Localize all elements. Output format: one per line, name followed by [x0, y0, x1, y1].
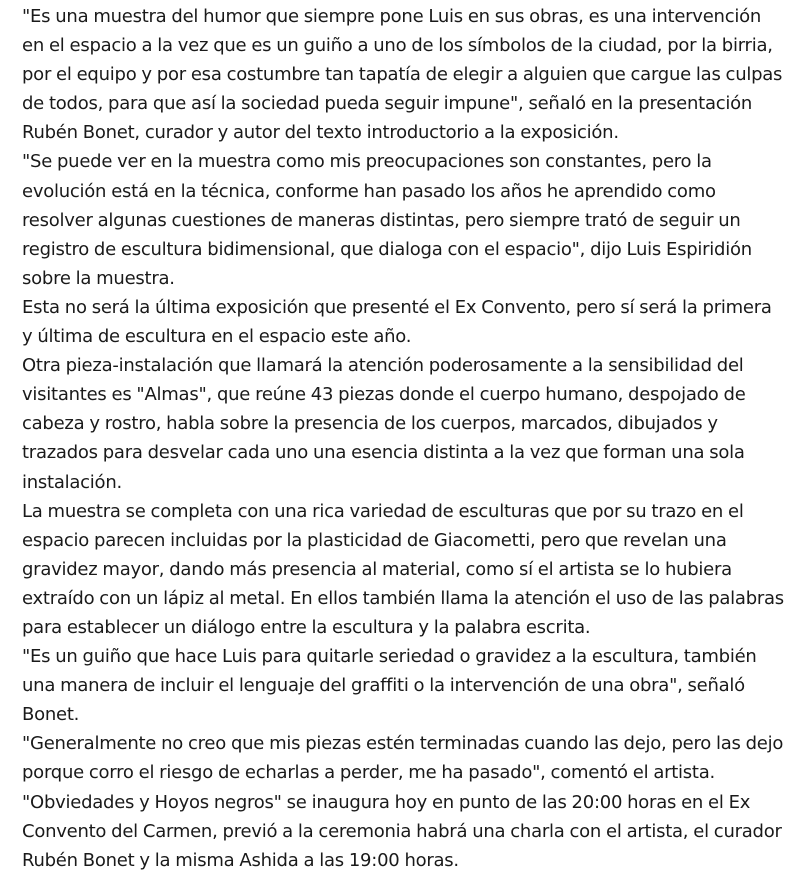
paragraph-artist-quote: "Se puede ver en la muestra como mis preocupaciones son constantes, pero la evolución está en la técnica, conforme han pasado los años he aprendido como resolver algunas cuestiones de maneras distintas, pero siempre trató de seguir un registro de escultura bidimensional, que dialoga con el espacio", dijo Luis Espiridión sobre la muestra. — [22, 151, 752, 289]
paragraph-bonet-quote: "Es una muestra del humor que siempre pone Luis en sus obras, es una intervención en el espacio a la vez que es un guiño a uno de los símbolos de la ciudad, por la birria, por el equipo y por esa costumbre tan tapatía de elegir a alguien que cargue las culpas de todos, para que así la sociedad pueda seguir impune", señaló en la presentación Rubén Bonet, curador y autor del texto introductorio a la exposición. — [22, 6, 783, 144]
paragraph-sculpture-variety: La muestra se completa con una rica variedad de esculturas que por su trazo en el espacio parecen incluidas por la plasticidad de Giacometti, pero que revelan una gravidez mayor, dando más presencia al material, como sí el artista se lo hubiera extraído con un lápiz al metal. En ellos también llama la atención el uso de las palabras para establecer un diálogo entre la escultura y la palabra escrita. — [22, 500, 784, 638]
paragraph-artist-comment: "Generalmente no creo que mis piezas estén terminadas cuando las dejo, pero las dejo porque corro el riesgo de echarlas a perder, me ha pasado", comentó el artista. — [22, 733, 784, 784]
paragraph-almas-installation: Otra pieza-instalación que llamará la atención poderosamente a la sensibilidad del visitantes es "Almas", que reúne 43 piezas donde el cuerpo humano, despojado de cabeza y rostro, habla sobre la presencia de los cuerpos, marcados, dibujados y trazados para desvelar cada uno una esencia distinta a la vez que forman una sola instalación. — [22, 355, 746, 493]
paragraph-inauguration: "Obviedades y Hoyos negros" se inaugura hoy en punto de las 20:00 horas en el Ex Convento del Carmen, previó a la ceremonia habrá una charla con el artista, el curador Rubén Bonet y la misma Ashida a las 19:00 horas. — [22, 791, 782, 871]
paragraph-last-exhibition: Esta no será la última exposición que presenté el Ex Convento, pero sí será la primera y última de escultura en el espacio este año. — [22, 296, 772, 348]
paragraph-bonet-graffiti: "Es un guiño que hace Luis para quitarle seriedad o gravidez a la escultura, también una manera de incluir el lenguaje del graffiti o la intervención de una obra", señaló Bonet. — [22, 646, 757, 726]
